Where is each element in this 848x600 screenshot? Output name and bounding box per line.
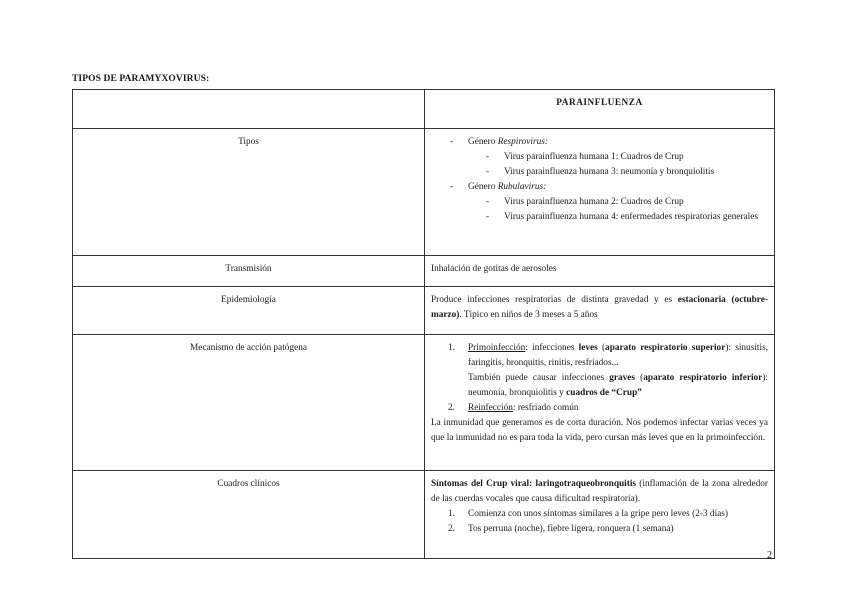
header-parainfluenza: PARAINFLUENZA <box>425 90 775 129</box>
header-empty-cell <box>73 90 425 129</box>
list-item: - Virus parainfluenza humana 2: Cuadros de Crup <box>431 195 768 210</box>
table-row-cuadros <box>73 471 775 559</box>
list-item: - Virus parainfluenza humana 1: Cuadros de Crup <box>431 150 768 165</box>
page-title: TIPOS DE PARAMYXOVIRUS: <box>72 74 210 84</box>
table-row-epidemiologia <box>73 287 775 335</box>
immunity-paragraph: La inmunidad que generamos es de corta duración. Nos podemos infectar varias veces ya que la inmunidad no es para toda la vida, pero cursan más leves que en la primoinfección. <box>431 418 768 443</box>
row-content-cuadros <box>425 471 775 559</box>
row-label-transmision: Transmisión <box>73 256 425 287</box>
list-item: - Virus parainfluenza humana 4: enfermedades respiratorias generales <box>431 210 768 225</box>
row-content-tipos <box>425 129 775 256</box>
row-label-epidemiologia: Epidemiología <box>73 287 425 335</box>
table-row-transmision <box>73 256 775 287</box>
row-content-transmision: Inhalación de gotitas de aerosoles <box>425 256 775 287</box>
list-item: 1. Primoinfección: infecciones leves (aparato respiratorio superior): sinusitis, faringitis, bronquitis, rinitis, resfriados... <box>448 343 769 368</box>
row-label-cuadros: Cuadros clínicos <box>73 471 425 559</box>
table-header-row <box>73 90 775 129</box>
genus-respirovirus: - Género Respirovirus: <box>431 135 768 150</box>
list-item-continuation: También puede causar infecciones graves (aparato respiratorio inferior): neumonía, bronquiolitis y cuadros de “Crup” <box>468 373 768 398</box>
table-row-mecanismo <box>73 335 775 471</box>
list-item: - Virus parainfluenza humana 3: neumonía y bronquiolitis <box>431 165 768 180</box>
table-row-tipos <box>73 129 775 256</box>
row-content-mecanismo <box>425 335 775 471</box>
page-number: 2 <box>767 550 772 561</box>
row-label-tipos: Tipos <box>73 129 425 256</box>
list-item: 2. Tos perruna (noche), fiebre ligera, ronquera (1 semana) <box>448 524 674 534</box>
paramyxovirus-table <box>72 89 775 559</box>
row-content-epidemiologia: Produce infecciones respiratorias de distinta gravedad y es estacionaria (octubre-marzo). Típico en niños de 3 meses a 5 años <box>425 287 775 335</box>
row-label-mecanismo: Mecanismo de acción patógena <box>73 335 425 471</box>
genus-rubulavirus: - Género Rubulavirus: <box>431 180 768 195</box>
crup-intro: Síntomas del Crup viral: laringotraqueobronquitis (inflamación de la zona alrededor de las cuerdas vocales que causa dificultad respiratoria). <box>431 479 768 504</box>
list-item: 1. Comienza con unos síntomas similares a la gripe pero leves (2-3 días) <box>448 509 728 519</box>
list-item: 2. Reinfección: resfriado común <box>448 403 579 413</box>
